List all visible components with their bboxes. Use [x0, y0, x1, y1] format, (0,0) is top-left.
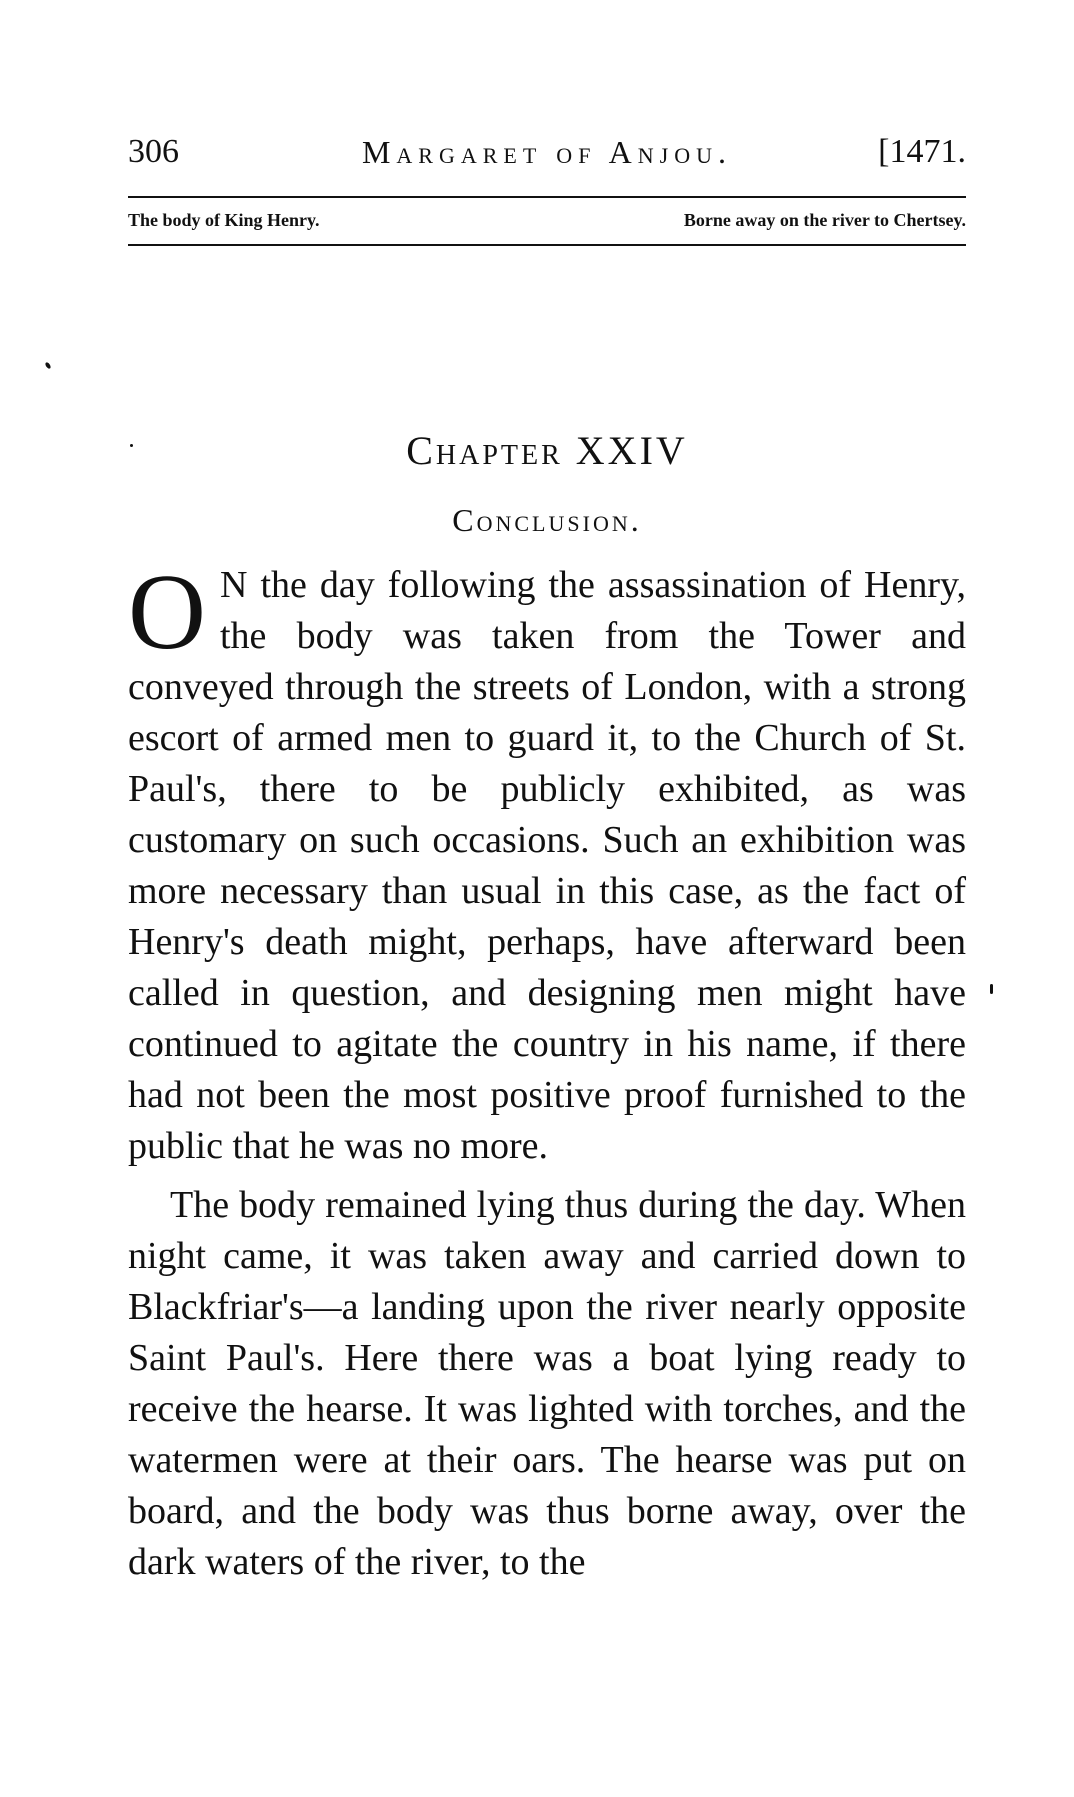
- running-head-year: [1471.: [878, 133, 966, 170]
- side-heading-right: Borne away on the river to Chertsey.: [683, 210, 966, 230]
- running-head: [128, 130, 966, 174]
- scan-speck: [990, 984, 993, 994]
- chapter-subtitle: Conclusion.: [452, 502, 642, 538]
- chapter-title: Chapter XXIV: [406, 428, 688, 473]
- drop-cap: O: [128, 553, 206, 672]
- book-title: Margaret of Anjou.: [361, 134, 733, 170]
- side-heading-left: The body of King Henry.: [128, 210, 320, 230]
- scan-speck: [44, 361, 51, 369]
- header-rule-top: [128, 196, 966, 198]
- paragraph: [128, 553, 966, 1172]
- body-text: [128, 553, 966, 1588]
- paragraph: [128, 1180, 966, 1588]
- header-rule-bottom: [128, 244, 966, 246]
- paragraph-text: N the day following the assassination of Henry, the body was taken from the Tower and conveyed through the streets of London, with a strong escort of armed men to guard it, to the Church of St. Paul's, there to be publicly exhibited, as was customary on such occasions. Such an exhibition was more necessary than usual in this case, as the fact of Henry's death might, perhaps, have afterward been called in question, and designing men might have continued to agitate the country in his name, if there had not been the most positive proof furnished to the public that he was no more.: [128, 564, 966, 1167]
- page-number: 306: [128, 133, 179, 170]
- side-headings: [128, 202, 966, 238]
- paragraph-text: The body remained lying thus during the day. When night came, it was taken away and carried down to Blackfriar's—a landing upon the river nearly opposite Saint Paul's. Here there was a boat lying ready to receive the hearse. It was lighted with torches, and the watermen were at their oars. The hearse was put on board, and the body was thus borne away, over the dark waters of the river, to the: [128, 1184, 966, 1583]
